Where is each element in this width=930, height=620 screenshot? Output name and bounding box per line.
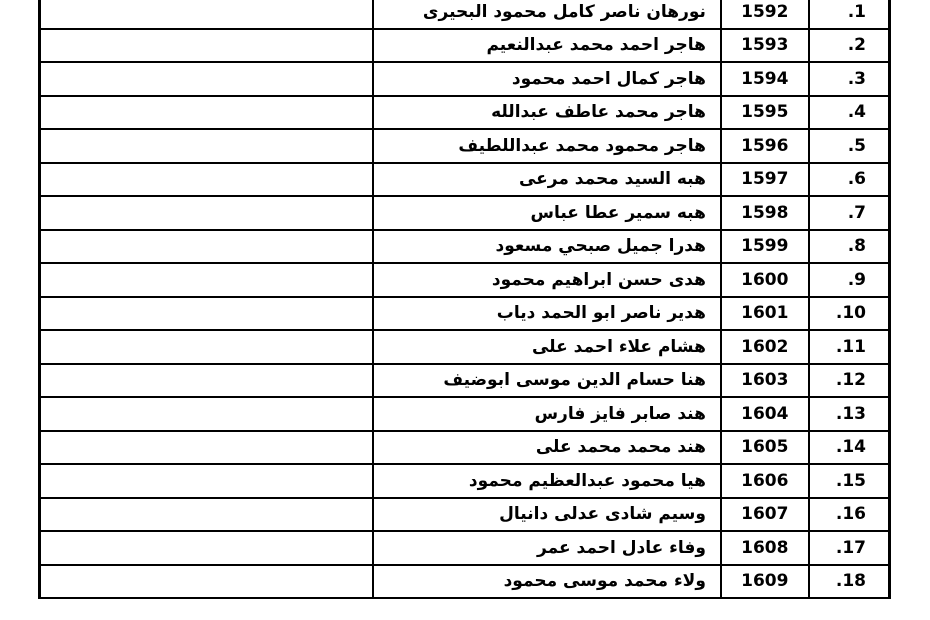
table-row [40, 62, 890, 96]
row-index-cell: .17 [809, 531, 890, 565]
blank-cell [40, 464, 374, 498]
student-name-cell: ولاء محمد موسى محمود [373, 565, 721, 599]
row-index-cell: .7 [809, 196, 890, 230]
blank-cell [40, 29, 374, 63]
student-name-cell: هند محمد محمد على [373, 431, 721, 465]
seat-number-cell: 1608 [721, 531, 809, 565]
student-name-cell: هاجر احمد محمد عبدالنعيم [373, 29, 721, 63]
table-row [40, 498, 890, 532]
blank-cell [40, 531, 374, 565]
seat-number-cell: 1602 [721, 330, 809, 364]
student-name-cell: وسيم شادى عدلى دانيال [373, 498, 721, 532]
row-index-cell: .11 [809, 330, 890, 364]
row-index-cell: .18 [809, 565, 890, 599]
student-name-cell: وفاء عادل احمد عمر [373, 531, 721, 565]
seat-number-cell: 1595 [721, 96, 809, 130]
row-index-cell: .4 [809, 96, 890, 130]
blank-cell [40, 297, 374, 331]
seat-number-cell: 1599 [721, 230, 809, 264]
student-name-cell: هاجر محمد عاطف عبدالله [373, 96, 721, 130]
table-row [40, 565, 890, 599]
table-row [40, 96, 890, 130]
seat-number-cell: 1596 [721, 129, 809, 163]
seat-number-cell: 1605 [721, 431, 809, 465]
row-index-cell: .16 [809, 498, 890, 532]
blank-cell [40, 565, 374, 599]
seat-number-cell: 1598 [721, 196, 809, 230]
row-index-cell: .15 [809, 464, 890, 498]
blank-cell [40, 0, 374, 29]
row-index-cell: .10 [809, 297, 890, 331]
student-name-cell: هنا حسام الدين موسى ابوضيف [373, 364, 721, 398]
student-name-cell: هدرا جميل صبحي مسعود [373, 230, 721, 264]
row-index-cell: .13 [809, 397, 890, 431]
student-name-cell: هبه السيد محمد مرعى [373, 163, 721, 197]
student-name-cell: نورهان ناصر كامل محمود البحيرى [373, 0, 721, 29]
blank-cell [40, 431, 374, 465]
student-table [38, 0, 891, 599]
blank-cell [40, 62, 374, 96]
blank-cell [40, 129, 374, 163]
table-row [40, 0, 890, 29]
seat-number-cell: 1604 [721, 397, 809, 431]
seat-number-cell: 1601 [721, 297, 809, 331]
student-name-cell: هبه سمير عطا عباس [373, 196, 721, 230]
seat-number-cell: 1597 [721, 163, 809, 197]
seat-number-cell: 1592 [721, 0, 809, 29]
row-index-cell: .3 [809, 62, 890, 96]
blank-cell [40, 364, 374, 398]
row-index-cell: .1 [809, 0, 890, 29]
blank-cell [40, 330, 374, 364]
row-index-cell: .2 [809, 29, 890, 63]
row-index-cell: .14 [809, 431, 890, 465]
seat-number-cell: 1600 [721, 263, 809, 297]
table-row [40, 29, 890, 63]
student-name-cell: هيا محمود عبدالعظيم محمود [373, 464, 721, 498]
table-row [40, 297, 890, 331]
student-name-cell: هشام علاء احمد على [373, 330, 721, 364]
table-row [40, 364, 890, 398]
table-row [40, 330, 890, 364]
table-row [40, 431, 890, 465]
student-name-cell: هدير ناصر ابو الحمد دياب [373, 297, 721, 331]
table-row [40, 163, 890, 197]
blank-cell [40, 498, 374, 532]
seat-number-cell: 1609 [721, 565, 809, 599]
row-index-cell: .8 [809, 230, 890, 264]
row-index-cell: .5 [809, 129, 890, 163]
seat-number-cell: 1594 [721, 62, 809, 96]
student-name-cell: هاجر كمال احمد محمود [373, 62, 721, 96]
row-index-cell: .12 [809, 364, 890, 398]
student-list-sheet [38, 0, 891, 620]
blank-cell [40, 263, 374, 297]
seat-number-cell: 1606 [721, 464, 809, 498]
table-row [40, 263, 890, 297]
table-row [40, 230, 890, 264]
student-name-cell: هند صابر فايز فارس [373, 397, 721, 431]
blank-cell [40, 397, 374, 431]
student-table-body [40, 0, 890, 598]
student-name-cell: هدى حسن ابراهيم محمود [373, 263, 721, 297]
seat-number-cell: 1603 [721, 364, 809, 398]
table-row [40, 129, 890, 163]
seat-number-cell: 1593 [721, 29, 809, 63]
blank-cell [40, 196, 374, 230]
table-row [40, 397, 890, 431]
seat-number-cell: 1607 [721, 498, 809, 532]
row-index-cell: .9 [809, 263, 890, 297]
blank-cell [40, 230, 374, 264]
blank-cell [40, 96, 374, 130]
student-name-cell: هاجر محمود محمد عبداللطيف [373, 129, 721, 163]
table-row [40, 531, 890, 565]
blank-cell [40, 163, 374, 197]
table-row [40, 196, 890, 230]
row-index-cell: .6 [809, 163, 890, 197]
table-row [40, 464, 890, 498]
